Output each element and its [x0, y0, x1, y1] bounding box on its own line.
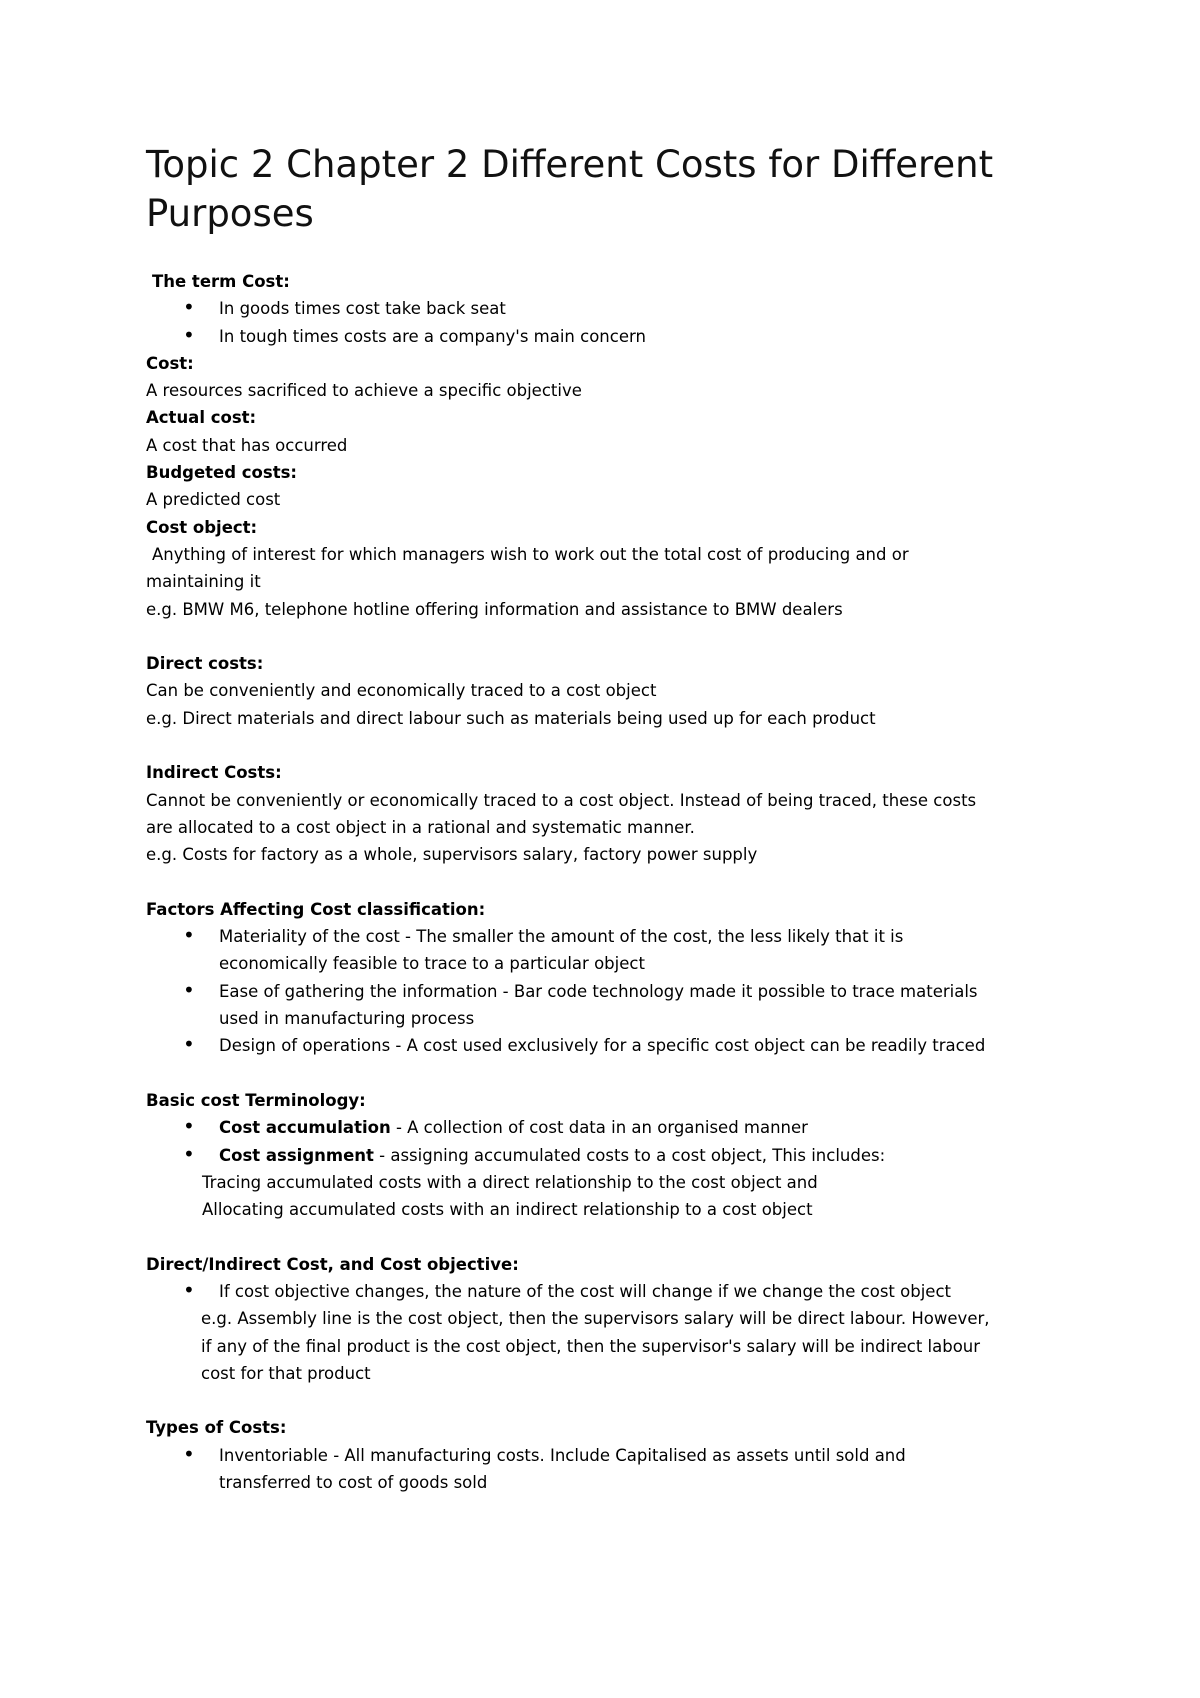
budgeted-costs-heading: Budgeted costs:	[146, 463, 298, 483]
cost-object-example: e.g. BMW M6, telephone hotline offering information and assistance to BMW dealers	[146, 599, 843, 619]
direct-costs-text: Can be conveniently and economically traced to a cost object	[146, 681, 657, 701]
factors-list	[146, 923, 1066, 1059]
term-cost-accumulation: Cost accumulation	[219, 1118, 391, 1138]
page-title: Topic 2 Chapter 2 Different Costs for Different Purposes	[146, 143, 994, 235]
basic-terminology-list	[146, 1114, 1066, 1169]
actual-cost-text: A cost that has occurred	[146, 435, 348, 455]
spacer	[146, 623, 1066, 650]
list-item-continuation: economically feasible to trace to a particular object	[219, 954, 645, 974]
direct-indirect-example-line2: if any of the final product is the cost object, then the supervisor's salary will be indirect labour	[201, 1336, 981, 1356]
direct-indirect-list	[146, 1278, 1066, 1305]
basic-terminology-heading: Basic cost Terminology:	[146, 1090, 366, 1110]
spacer	[146, 1060, 1066, 1087]
budgeted-costs-text: A predicted cost	[146, 490, 281, 510]
factors-heading: Factors Affecting Cost classification:	[146, 899, 486, 919]
term-cost-heading: The term Cost:	[152, 272, 290, 291]
direct-indirect-example-line3: cost for that product	[201, 1363, 371, 1383]
cost-text: A resources sacrificed to achieve a specific objective	[146, 381, 582, 401]
indirect-costs-heading: Indirect Costs:	[146, 763, 282, 783]
cost-object-text-line1: Anything of interest for which managers wish to work out the total cost of producing and or	[152, 544, 909, 564]
types-of-costs-list	[146, 1442, 1066, 1497]
indirect-costs-example: e.g. Costs for factory as a whole, supervisors salary, factory power supply	[146, 845, 758, 865]
direct-costs-example: e.g. Direct materials and direct labour such as materials being used up for each product	[146, 708, 876, 728]
term-cost-assignment: Cost assignment	[219, 1145, 374, 1165]
spacer	[146, 1387, 1066, 1414]
actual-cost-heading: Actual cost:	[146, 408, 257, 428]
list-item: • Materiality of the cost - The smaller the amount of the cost, the less likely that it is	[146, 923, 1066, 950]
types-of-costs-heading: Types of Costs:	[146, 1418, 287, 1438]
list-item	[146, 1142, 1066, 1169]
list-item-continuation: transferred to cost of goods sold	[219, 1473, 488, 1493]
term-cost-list	[146, 295, 1066, 350]
direct-indirect-example-line1: e.g. Assembly line is the cost object, then the supervisors salary will be direct labour. However,	[201, 1309, 990, 1329]
sub-line-tracing: Tracing accumulated costs with a direct relationship to the cost object and	[202, 1172, 818, 1192]
direct-costs-heading: Direct costs:	[146, 654, 264, 674]
term-definition: - assigning accumulated costs to a cost object, This includes:	[373, 1145, 886, 1165]
indirect-costs-text-line1: Cannot be conveniently or economically traced to a cost object. Instead of being traced, these costs	[146, 790, 977, 810]
cost-object-text-line2: maintaining it	[146, 572, 261, 592]
list-item: • In goods times cost take back seat	[146, 295, 1066, 322]
list-item: • Inventoriable - All manufacturing costs. Include Capitalised as assets until sold and	[146, 1442, 1066, 1469]
direct-indirect-heading: Direct/Indirect Cost, and Cost objective:	[146, 1254, 519, 1274]
list-item: • Design of operations - A cost used exclusively for a specific cost object can be readily traced	[146, 1032, 1066, 1059]
list-item: • If cost objective changes, the nature of the cost will change if we change the cost object	[146, 1278, 1066, 1305]
spacer	[146, 732, 1066, 759]
cost-object-heading: Cost object:	[146, 517, 258, 537]
list-item: • Ease of gathering the information - Bar code technology made it possible to trace materials	[146, 978, 1066, 1005]
list-item-continuation: used in manufacturing process	[219, 1009, 475, 1029]
sub-line-allocating: Allocating accumulated costs with an indirect relationship to a cost object	[202, 1200, 813, 1220]
indirect-costs-text-line2: are allocated to a cost object in a rational and systematic manner.	[146, 817, 695, 837]
spacer	[146, 869, 1066, 896]
cost-heading: Cost:	[146, 353, 194, 373]
list-item	[146, 1114, 1066, 1141]
spacer	[146, 1223, 1066, 1250]
document-body	[146, 268, 1066, 1496]
term-definition: - A collection of cost data in an organised manner	[390, 1118, 808, 1138]
list-item: • In tough times costs are a company's main concern	[146, 323, 1066, 350]
